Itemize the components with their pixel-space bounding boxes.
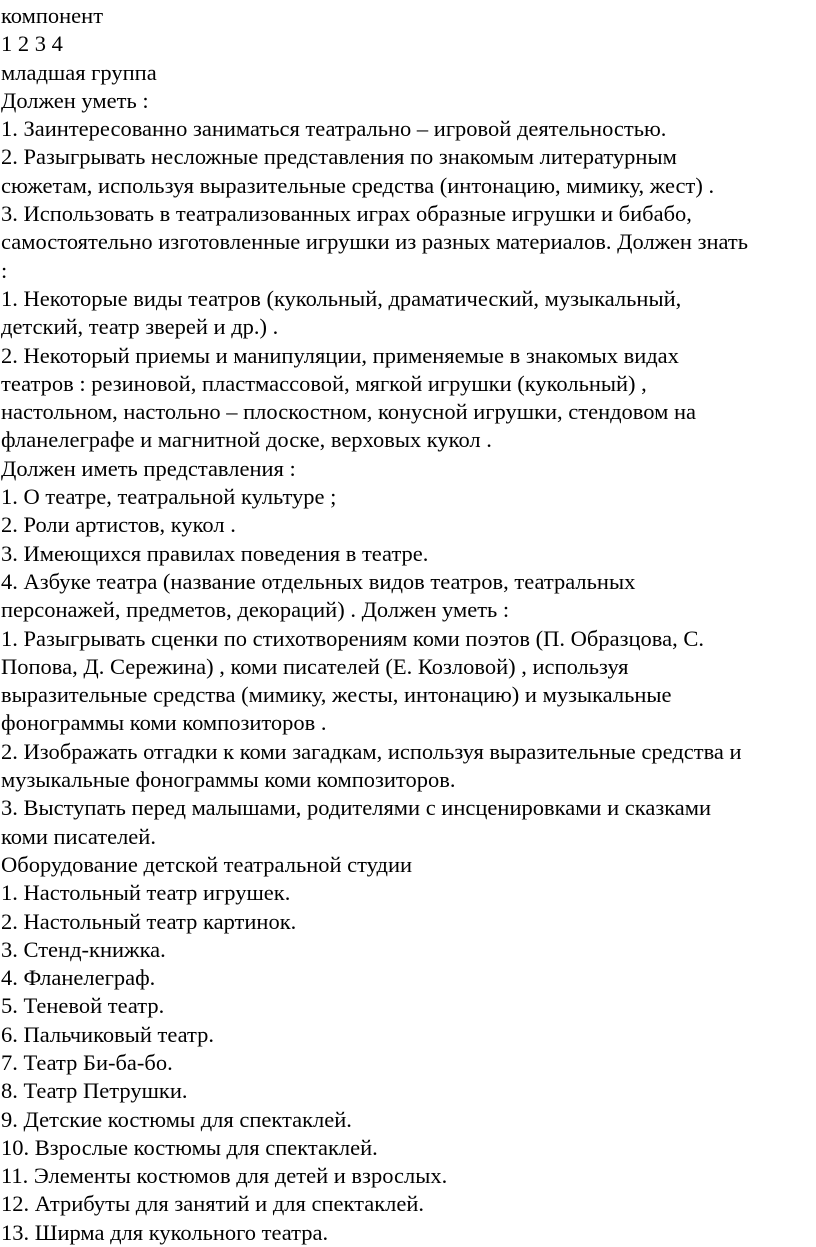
text-line: 2. Роли артистов, кукол . [1,512,236,538]
text-line: музыкальные фонограммы коми композиторов. [1,767,456,793]
text-line: 6. Пальчиковый театр. [1,1021,214,1047]
text-line: : [1,257,8,283]
text-line: 3. Стенд-книжка. [1,936,166,962]
text-line: 11. Элементы костюмов для детей и взрослых. [1,1163,448,1189]
text-line: Должен уметь : [1,87,149,113]
text-line: 2. Изображать отгадки к коми загадкам, используя выразительные средства и [1,738,742,764]
text-line: 4. Азбуке театра (название отдельных видов театров, театральных [1,568,636,594]
text-line: 13. Ширма для кукольного театра. [1,1219,329,1245]
text-line: 1. Настольный театр игрушек. [1,880,291,906]
text-line: Оборудование детской театральной студии [1,851,413,877]
text-line: персонажей, предметов, декораций) . Должен уметь : [1,597,510,623]
text-line: младшая группа [1,59,157,85]
text-line: 10. Взрослые костюмы для спектаклей. [1,1134,378,1160]
text-line: 12. Атрибуты для занятий и для спектаклей. [1,1191,425,1217]
text-line: 1. Некоторые виды театров (кукольный, драматический, музыкальный, [1,285,682,311]
text-line: 2. Некоторый приемы и манипуляции, применяемые в знакомых видах [1,342,679,368]
text-line: Попова, Д. Сережина) , коми писателей (Е. Козловой) , используя [1,653,629,679]
text-line: 1. О театре, театральной культуре ; [1,484,337,510]
text-line: детский, театр зверей и др.) . [1,314,279,340]
text-line: выразительные средства (мимику, жесты, интонацию) и музыкальные [1,682,672,708]
text-line: 5. Теневой театр. [1,993,165,1019]
text-line: компонент [1,3,104,28]
text-line: 3. Выступать перед малышами, родителями с инсценировками и сказками [1,795,712,821]
text-line: настольном, настольно – плоскостном, конусной игрушки, стендовом на [1,399,696,425]
text-line: 9. Детские костюмы для спектаклей. [1,1106,352,1132]
text-line: 2. Разыгрывать несложные представления по знакомым литературным [1,144,677,170]
text-line: коми писателей. [1,823,156,849]
text-line: 3. Имеющихся правилах поведения в театре. [1,540,429,566]
text-line: 1. Заинтересованно заниматься театрально – игровой деятельностью. [1,116,667,142]
text-line: 1. Разыгрывать сценки по стихотворениям коми поэтов (П. Образцова, С. [1,625,704,651]
text-line: 1 2 3 4 [1,31,63,57]
text-line: фланелеграфе и магнитной доске, верховых кукол . [1,427,492,453]
text-line: 2. Настольный театр картинок. [1,908,297,934]
text-line: самостоятельно изготовленные игрушки из разных материалов. Должен знать [1,229,749,255]
text-line: 3. Использовать в театрализованных играх образные игрушки и бибабо, [1,201,692,227]
text-line: 8. Театр Петрушки. [1,1078,188,1104]
text-line: Должен иметь представления : [1,455,296,481]
text-line: театров : резиновой, пластмассовой, мягкой игрушки (кукольный) , [1,370,647,396]
text-line: 7. Театр Би-ба-бо. [1,1049,173,1075]
text-line: 4. Фланелеграф. [1,965,156,991]
text-line: сюжетам, используя выразительные средства (интонацию, мимику, жест) . [1,172,715,198]
text-line: фонограммы коми композиторов . [1,710,327,736]
